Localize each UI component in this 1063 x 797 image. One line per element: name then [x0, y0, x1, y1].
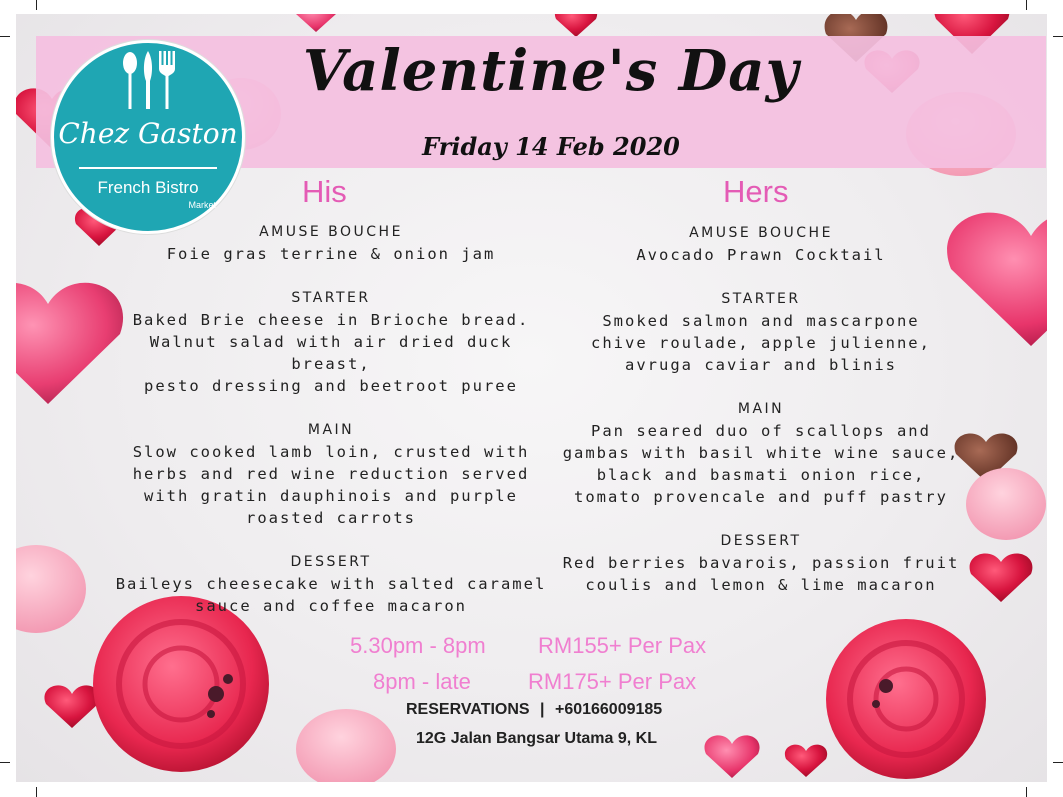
his-menu — [106, 221, 556, 617]
logo-script-name: Chez Gaston — [58, 117, 238, 150]
page-title: Valentine's Day — [302, 38, 800, 104]
heart-candy — [555, 14, 597, 37]
restaurant-logo — [51, 40, 245, 234]
hers-main-line: gambas with basil white wine sauce, — [562, 444, 960, 462]
late-seating-time: 8pm - late — [373, 669, 471, 694]
his-dessert-line: Baileys cheesecake with salted caramel — [115, 575, 547, 593]
menu-flyer — [16, 14, 1047, 782]
crop-mark — [1053, 762, 1063, 763]
his-starter-line: Walnut salad with air dried duck breast, — [149, 333, 513, 373]
hers-starter-title: STARTER — [721, 291, 801, 307]
hers-heading: Hers — [723, 174, 789, 209]
heart-candy — [785, 745, 827, 777]
reservations-phone[interactable]: +60166009185 — [554, 701, 663, 718]
hers-dessert-title: DESSERT — [720, 533, 802, 549]
early-seating-price: RM155+ Per Pax — [538, 633, 707, 658]
his-starter-line: Baked Brie cheese in Brioche bread. — [132, 311, 530, 329]
his-heading: His — [302, 174, 347, 209]
hers-menu — [541, 222, 981, 596]
logo-divider — [79, 167, 217, 169]
knife-icon — [142, 51, 154, 111]
his-main-title: MAIN — [307, 422, 355, 438]
crop-mark — [36, 787, 37, 797]
reservations-line — [406, 701, 662, 719]
heart-candy — [704, 735, 759, 778]
macaron — [296, 709, 396, 782]
hers-starter-line: chive roulade, apple julienne, — [591, 334, 931, 352]
his-main-line: herbs and red wine reduction served — [132, 465, 530, 483]
his-amuse-title: AMUSE BOUCHE — [259, 224, 403, 240]
heart-candy — [295, 14, 337, 32]
hers-main-line: Pan seared duo of scallops and — [591, 422, 931, 440]
his-dessert-line: sauce and coffee macaron — [195, 597, 467, 615]
his-main-line: Slow cooked lamb loin, crusted with — [132, 443, 530, 461]
hers-starter-line: avruga caviar and blinis — [625, 356, 897, 374]
reservations-separator: | — [540, 701, 545, 718]
hers-amuse-line: Avocado Prawn Cocktail — [636, 246, 886, 264]
hers-starter-line: Smoked salmon and mascarpone — [602, 312, 920, 330]
his-starter-line: pesto dressing and beetroot puree — [144, 377, 518, 395]
his-amuse-line: Foie gras terrine & onion jam — [166, 245, 496, 263]
crop-mark — [1026, 0, 1027, 10]
fork-icon — [158, 51, 176, 111]
spoon-icon — [122, 51, 138, 111]
hers-main-title: MAIN — [737, 401, 785, 417]
logo-bistro-label: French Bistro — [97, 178, 199, 197]
hers-amuse-title: AMUSE BOUCHE — [689, 225, 833, 241]
crop-mark — [0, 762, 10, 763]
hers-main-line: black and basmati onion rice, — [596, 466, 926, 484]
hers-dessert-line: Red berries bavarois, passion fruit — [562, 554, 960, 572]
his-starter-title: STARTER — [291, 290, 371, 306]
his-dessert-title: DESSERT — [290, 554, 372, 570]
heart-candy — [44, 685, 99, 728]
crop-mark — [0, 36, 10, 37]
hers-main-line: tomato provencale and puff pastry — [574, 488, 948, 506]
event-date: Friday 14 Feb 2020 — [422, 132, 680, 161]
his-main-line: with gratin dauphinois and purple — [144, 487, 518, 505]
reservations-label: RESERVATIONS — [406, 701, 530, 718]
early-seating-time: 5.30pm - 8pm — [350, 633, 486, 658]
his-main-line: roasted carrots — [246, 509, 416, 527]
late-seating-price: RM175+ Per Pax — [528, 669, 697, 694]
crop-mark — [1026, 787, 1027, 797]
crop-mark — [1053, 36, 1063, 37]
logo-market-label: Market — [188, 200, 216, 210]
hers-dessert-line: coulis and lemon & lime macaron — [585, 576, 937, 594]
address: 12G Jalan Bangsar Utama 9, KL — [416, 730, 657, 747]
macaron — [16, 545, 86, 633]
crop-mark — [36, 0, 37, 10]
